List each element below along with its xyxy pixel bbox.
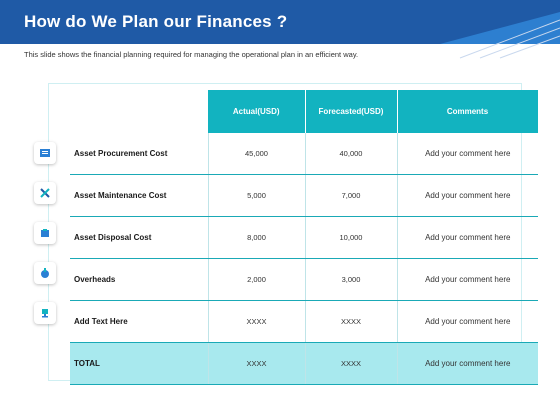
total-label: TOTAL (70, 343, 208, 385)
row-label: Asset Procurement Cost (70, 133, 208, 175)
forecasted-value: 7,000 (305, 175, 397, 217)
box-icon (34, 222, 56, 244)
comment-cell[interactable]: Add your comment here (397, 133, 538, 175)
table-row (70, 259, 538, 301)
table-row (70, 133, 538, 175)
document-icon (34, 142, 56, 164)
comment-cell[interactable]: Add your comment here (397, 217, 538, 259)
comment-cell[interactable]: Add your comment here (397, 175, 538, 217)
column-header-forecasted: Forecasted(USD) (305, 90, 397, 133)
row-label[interactable]: Add Text Here (70, 301, 208, 343)
forecasted-value: XXXX (305, 301, 397, 343)
column-header-comments: Comments (397, 90, 538, 133)
comment-cell[interactable]: Add your comment here (397, 259, 538, 301)
forecasted-value: 3,000 (305, 259, 397, 301)
page-title: How do We Plan our Finances ? (24, 12, 288, 31)
total-forecasted-value: XXXX (305, 343, 397, 385)
tools-icon (34, 182, 56, 204)
page-subtitle: This slide shows the financial planning required for managing the operational plan in an efficient way. (24, 50, 359, 59)
total-row (70, 343, 538, 385)
row-label: Asset Maintenance Cost (70, 175, 208, 217)
total-actual-value: XXXX (208, 343, 305, 385)
actual-value: 45,000 (208, 133, 305, 175)
comment-cell[interactable]: Add your comment here (397, 301, 538, 343)
row-label: Asset Disposal Cost (70, 217, 208, 259)
row-label: Overheads (70, 259, 208, 301)
table-row (70, 301, 538, 343)
header-blank-cell (70, 90, 208, 133)
actual-value: 5,000 (208, 175, 305, 217)
table-header-row (70, 90, 538, 133)
forecasted-value: 10,000 (305, 217, 397, 259)
table-row (70, 217, 538, 259)
forecasted-value: 40,000 (305, 133, 397, 175)
actual-value: XXXX (208, 301, 305, 343)
table-row (70, 175, 538, 217)
trophy-icon (34, 302, 56, 324)
actual-value: 8,000 (208, 217, 305, 259)
finance-table (70, 90, 539, 385)
comment-cell[interactable]: Add your comment here (397, 343, 538, 385)
money-icon (34, 262, 56, 284)
column-header-actual: Actual(USD) (208, 90, 305, 133)
actual-value: 2,000 (208, 259, 305, 301)
